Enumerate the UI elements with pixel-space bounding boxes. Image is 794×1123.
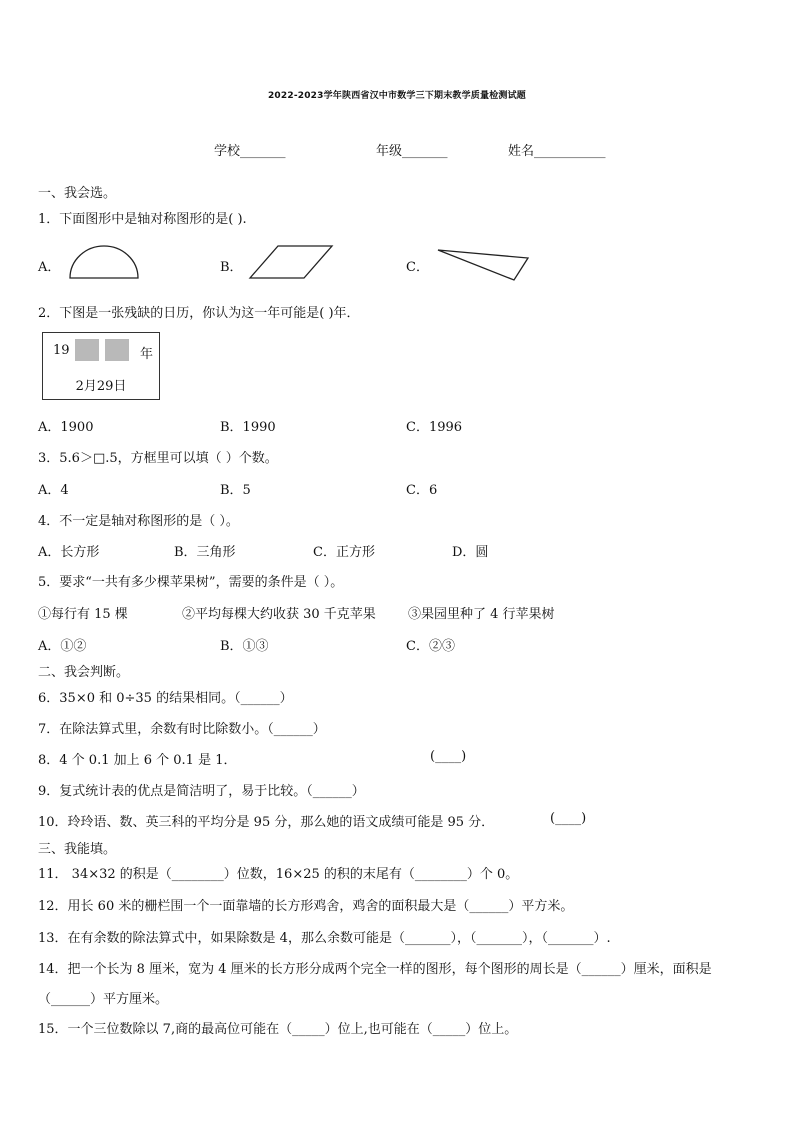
q1-option-b-label: B． — [220, 260, 243, 275]
q5-option-b: B．①③ — [220, 639, 269, 654]
q5-condition-1: ①每行有 15 棵 — [38, 607, 128, 622]
question-6: 6．35×0 和 0÷35 的结果相同。（______） — [38, 691, 293, 706]
section-3-heading: 三、我能填。 — [38, 842, 117, 857]
q5-condition-2: ②平均每棵大约收获 30 千克苹果 — [182, 607, 376, 622]
q2-option-b: B．1990 — [220, 420, 276, 435]
question-9: 9．复式统计表的优点是简洁明了，易于比较。（______） — [38, 784, 365, 799]
q8-answer-blank: (____) — [430, 749, 467, 764]
section-2-heading: 二、我会判断。 — [38, 665, 130, 680]
parallelogram-figure — [248, 244, 334, 280]
q1-option-c-label: C． — [406, 260, 429, 275]
semicircle-figure — [68, 244, 140, 280]
question-3: 3．5.6＞□.5，方框里可以填（ ）个数。 — [38, 451, 278, 466]
q2-option-a: A．1900 — [38, 420, 94, 435]
q4-option-d: D．圆 — [452, 545, 489, 560]
section-1-heading: 一、我会选。 — [38, 186, 117, 201]
q4-option-a: A．长方形 — [38, 545, 100, 560]
triangle-figure — [436, 248, 532, 282]
q3-option-b: B．5 — [220, 483, 251, 498]
question-14: 14．把一个长为 8 厘米，宽为 4 厘米的长方形分成两个完全一样的图形，每个图形的周长是（______）厘米，面积是 — [38, 962, 712, 977]
q5-option-c: C．②③ — [406, 639, 455, 654]
calendar-missing-digit — [75, 339, 99, 361]
grade-field: 年级_______ — [376, 144, 448, 159]
q4-option-c: C．正方形 — [313, 545, 375, 560]
school-field: 学校_______ — [214, 144, 286, 159]
question-7: 7．在除法算式里，余数有时比除数小。（______） — [38, 722, 326, 737]
q3-option-a: A．4 — [38, 483, 69, 498]
question-4: 4．不一定是轴对称图形的是（ ）。 — [38, 514, 239, 529]
calendar-date: 2月29日 — [75, 379, 127, 394]
q5-condition-3: ③果园里种了 4 行苹果树 — [408, 607, 555, 622]
question-1: 1．下面图形中是轴对称图形的是( ). — [38, 212, 247, 227]
q2-option-c: C．1996 — [406, 420, 463, 435]
q3-option-c: C．6 — [406, 483, 438, 498]
page-title: 2022-2023学年陕西省汉中市数学三下期末教学质量检测试题 — [267, 91, 527, 101]
q5-option-a: A．①② — [38, 639, 87, 654]
question-15: 15．一个三位数除以 7,商的最高位可能在（_____）位上,也可能在（_____）位上。 — [38, 1022, 518, 1037]
name-field: 姓名___________ — [508, 144, 606, 159]
calendar-missing-digit — [105, 339, 129, 361]
question-11: 11． 34×32 的积是（________）位数，16×25 的积的末尾有（________）个 0。 — [38, 867, 519, 882]
calendar-year-prefix: 19 — [53, 343, 70, 358]
q1-option-a-label: A． — [38, 260, 61, 275]
question-12: 12．用长 60 米的栅栏围一个一面靠墙的长方形鸡舍，鸡舍的面积最大是（______）平方米。 — [38, 899, 574, 914]
question-13: 13．在有余数的除法算式中，如果除数是 4，那么余数可能是（_______），（_______），（_______）. — [38, 931, 611, 946]
question-14-continued: （______）平方厘米。 — [38, 992, 169, 1007]
torn-calendar — [42, 332, 160, 400]
question-5: 5．要求“一共有多少棵苹果树”，需要的条件是（ ）。 — [38, 575, 344, 590]
q10-answer-blank: (____) — [550, 811, 587, 826]
question-2: 2．下图是一张残缺的日历，你认为这一年可能是( )年． — [38, 306, 360, 321]
q4-option-b: B．三角形 — [174, 545, 236, 560]
calendar-year-suffix: 年 — [139, 347, 153, 362]
question-10: 10．玲玲语、数、英三科的平均分是 95 分，那么她的语文成绩可能是 95 分． — [38, 815, 495, 830]
question-8: 8．4 个 0.1 加上 6 个 0.1 是 1． — [38, 753, 237, 768]
